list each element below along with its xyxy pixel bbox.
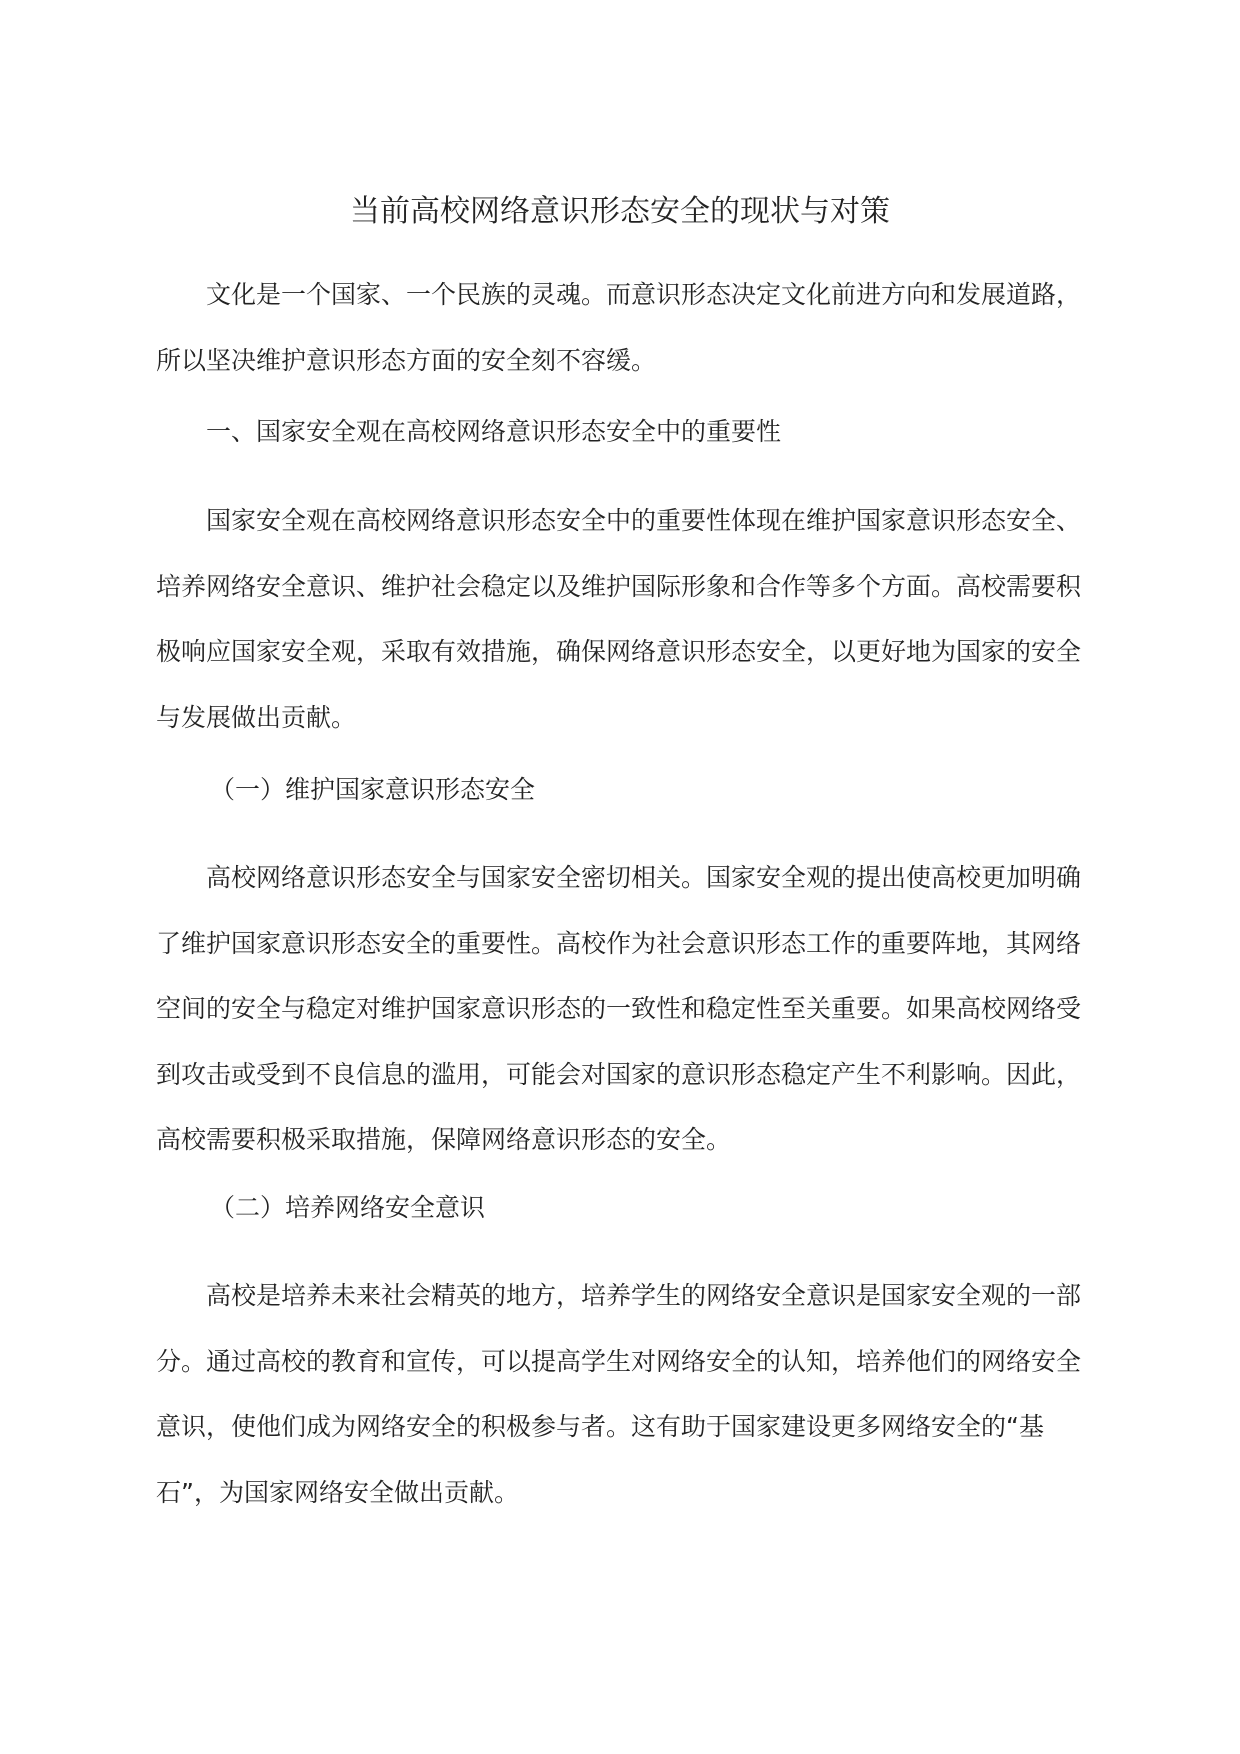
section-1-paragraph: 国家安全观在高校网络意识形态安全中的重要性体现在维护国家意识形态安全、培养网络安全意识、维护社会稳定以及维护国际形象和合作等多个方面。高校需要积极响应国家安全观，采取有效措施，确保网络意识形态安全，以更好地为国家的安全与发展做出贡献。	[156, 506, 1082, 732]
intro-paragraph: 文化是一个国家、一个民族的灵魂。而意识形态决定文化前进方向和发展道路，所以坚决维护意识形态方面的安全刻不容缓。	[156, 280, 1082, 375]
subsection-heading-2: （二）培养网络安全意识	[210, 1193, 486, 1222]
subsection-1-paragraph: 高校网络意识形态安全与国家安全密切相关。国家安全观的提出使高校更加明确了维护国家意识形态安全的重要性。高校作为社会意识形态工作的重要阵地，其网络空间的安全与稳定对维护国家意识形态的一致性和稳定性至关重要。如果高校网络受到攻击或受到不良信息的滥用，可能会对国家的意识形态稳定产生不利影响。因此，高校需要积极采取措施，保障网络意识形态的安全。	[156, 863, 1082, 1154]
subsection-heading-1: （一）维护国家意识形态安全	[210, 775, 536, 804]
document-title: 当前高校网络意识形态安全的现状与对策	[350, 194, 890, 229]
section-heading-1: 一、国家安全观在高校网络意识形态安全中的重要性	[206, 417, 782, 446]
subsection-2-paragraph: 高校是培养未来社会精英的地方，培养学生的网络安全意识是国家安全观的一部分。通过高校的教育和宣传，可以提高学生对网络安全的认知，培养他们的网络安全意识，使他们成为网络安全的积极参与者。这有助于国家建设更多网络安全的“基石”，为国家网络安全做出贡献。	[156, 1281, 1082, 1507]
